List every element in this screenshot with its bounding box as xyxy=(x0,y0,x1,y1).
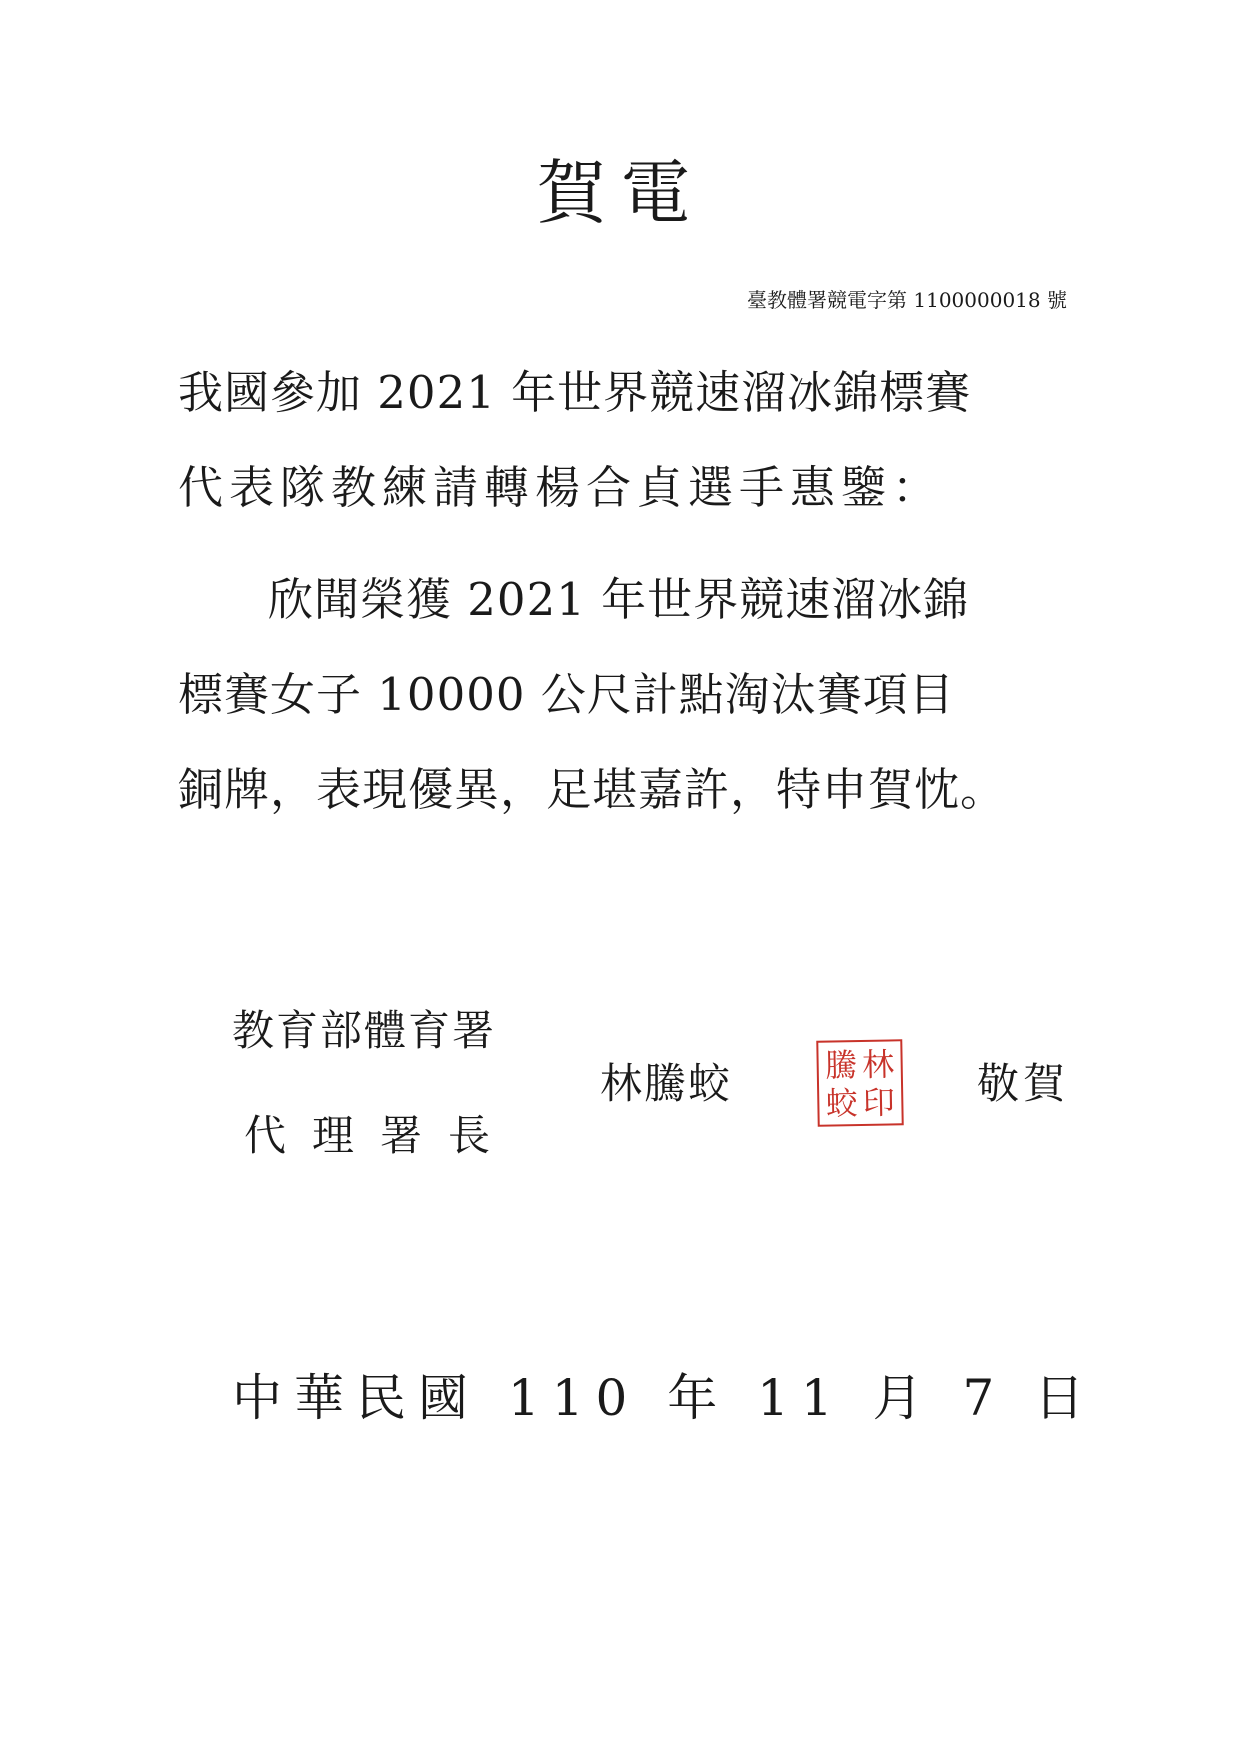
body-line-2: 標賽女子 10000 公尺計點淘汰賽項目 xyxy=(178,668,955,721)
salutation-line-2: 代表隊教練請轉楊合貞選手惠鑒： xyxy=(178,461,944,514)
signer-name: 林騰蛟 xyxy=(600,1059,733,1108)
document-date: 中華民國 110 年 11 月 7 日 xyxy=(232,1369,1097,1427)
salutation-line-1: 我國參加 2021 年世界競速溜冰錦標賽 xyxy=(178,366,972,419)
body-line-1: 欣聞榮獲 2021 年世界競速溜冰錦 xyxy=(268,573,970,626)
official-seal-stamp xyxy=(816,1039,903,1126)
signer-organization: 教育部體育署 xyxy=(232,1006,497,1055)
signer-position: 代理署長 xyxy=(244,1111,517,1160)
body-line-3: 銅牌，表現優異，足堪嘉許，特申賀忱。 xyxy=(178,763,1007,816)
seal-char: 騰 xyxy=(824,1046,858,1085)
document-title: 賀電 xyxy=(536,152,705,234)
seal-char: 蛟 xyxy=(825,1084,859,1123)
seal-char: 林 xyxy=(861,1045,895,1084)
seal-char: 印 xyxy=(862,1083,896,1122)
document-number: 臺教體署競電字第 1100000018 號 xyxy=(747,288,1067,312)
closing-regards: 敬賀 xyxy=(977,1059,1070,1108)
